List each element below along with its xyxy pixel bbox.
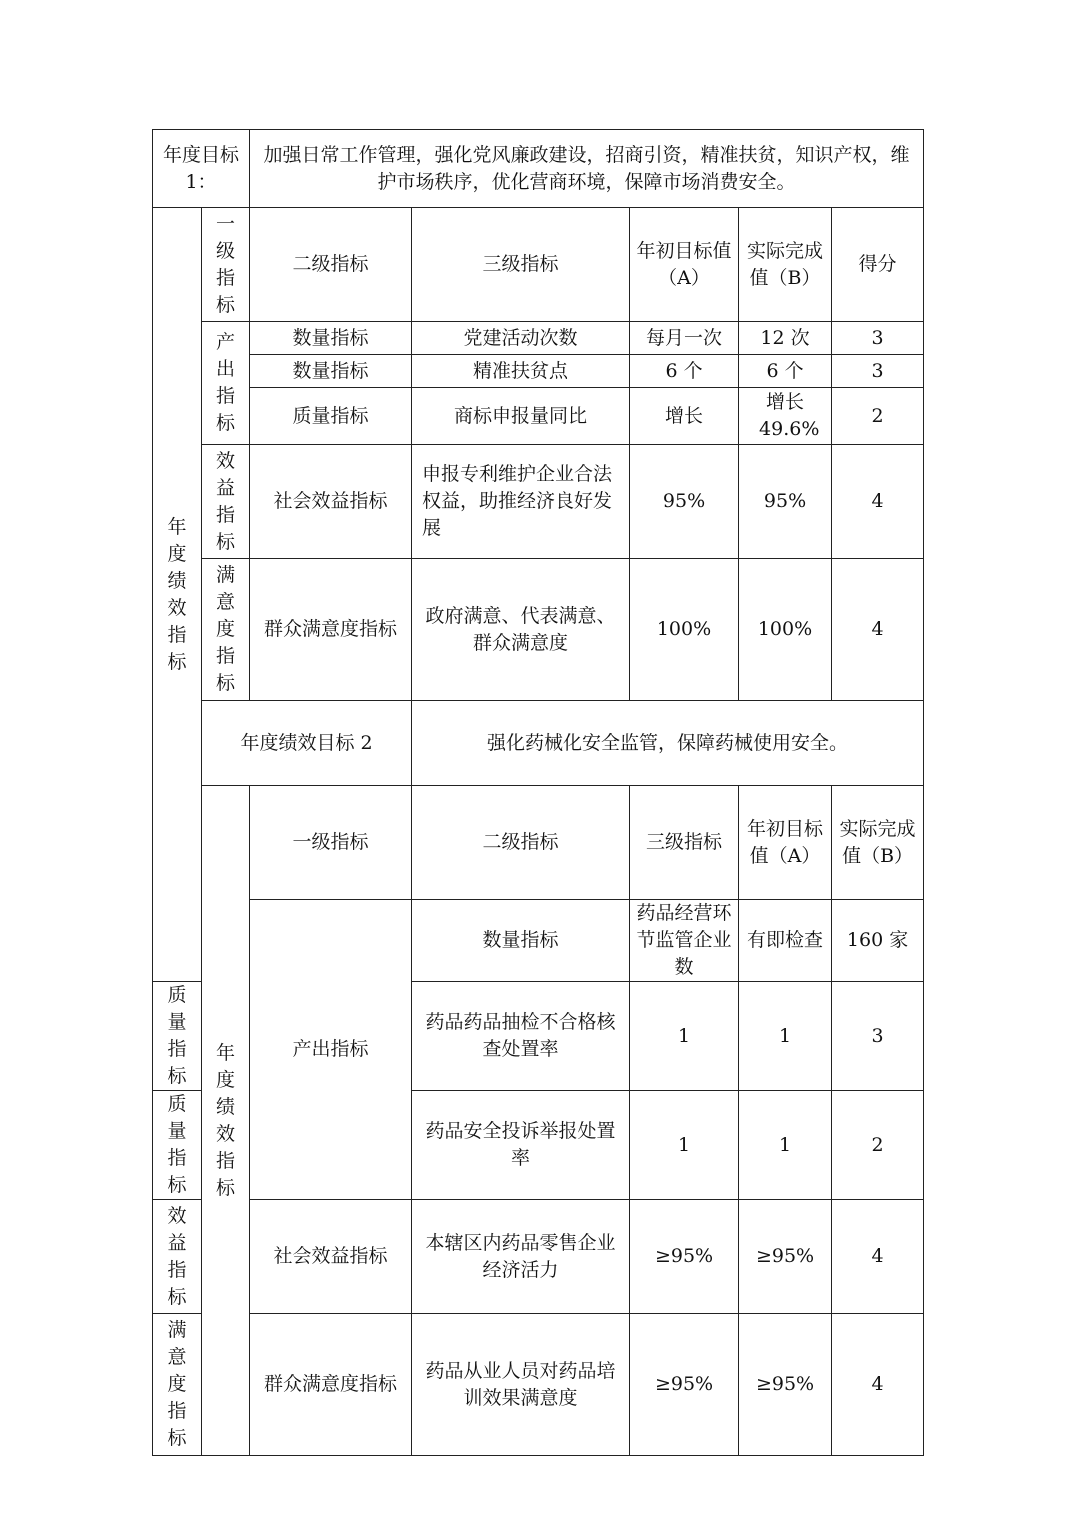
header-target: 年初目标值（A） (630, 208, 739, 322)
header-row-1 (153, 208, 924, 322)
level2-cell: 群众满意度指标 (250, 559, 412, 701)
table-row (153, 388, 924, 445)
table-row (153, 559, 924, 701)
category-benefit: 效益指标 (153, 1200, 202, 1314)
category-benefit: 效益指标 (202, 445, 250, 559)
header-score: 得分 (832, 208, 924, 322)
target-cell: 增长 (630, 388, 739, 445)
score-cell: 3 (832, 982, 924, 1091)
score-cell: 4 (832, 1200, 924, 1314)
level3-cell: 本辖区内药品零售企业经济活力 (412, 1200, 630, 1314)
header-level3: 三级指标 (412, 208, 630, 322)
score-cell: 4 (832, 445, 924, 559)
level2-cell: 数量指标 (250, 322, 412, 355)
target-cell: 100% (630, 559, 739, 701)
level2-cell: 质量指标 (153, 982, 202, 1091)
header-level2: 二级指标 (412, 786, 630, 900)
header-level3: 三级指标 (630, 786, 739, 900)
target-cell: 95% (630, 445, 739, 559)
level2-cell: 群众满意度指标 (250, 1314, 412, 1456)
category-satisfaction: 满意度指标 (153, 1314, 202, 1456)
level2-cell: 数量指标 (412, 900, 630, 982)
actual-cell: 1 (739, 1091, 832, 1200)
section-label-2: 年度绩效指标 (202, 786, 250, 1456)
level3-cell: 药品药品抽检不合格核查处置率 (412, 982, 630, 1091)
level2-cell: 社会效益指标 (250, 445, 412, 559)
table-row (153, 445, 924, 559)
table-row (153, 1314, 924, 1456)
actual-cell: 160 家 (832, 900, 924, 982)
level2-cell: 质量指标 (250, 388, 412, 445)
goal-2-row (153, 701, 924, 786)
level3-cell: 申报专利维护企业合法权益，助推经济良好发展 (412, 445, 630, 559)
category-output: 产出指标 (202, 322, 250, 445)
level2-cell: 社会效益指标 (250, 1200, 412, 1314)
actual-cell: 12 次 (739, 322, 832, 355)
level3-cell: 商标申报量同比 (412, 388, 630, 445)
header-level1: 一级指标 (202, 208, 250, 322)
actual-cell: ≥95% (739, 1200, 832, 1314)
table-row (153, 322, 924, 355)
level2-cell: 数量指标 (250, 355, 412, 388)
performance-table (152, 129, 924, 1456)
level3-cell: 药品经营环节监管企业数 (630, 900, 739, 982)
target-cell: ≥95% (630, 1200, 739, 1314)
target-cell: ≥95% (630, 1314, 739, 1456)
actual-cell: 6 个 (739, 355, 832, 388)
level3-cell: 精准扶贫点 (412, 355, 630, 388)
table-row (153, 900, 924, 982)
level3-cell: 药品安全投诉举报处置率 (412, 1091, 630, 1200)
category-satisfaction: 满意度指标 (202, 559, 250, 701)
category-output: 产出指标 (250, 900, 412, 1200)
target-cell: 1 (630, 1091, 739, 1200)
header-level1: 一级指标 (250, 786, 412, 900)
goal-2-label: 年度绩效目标 2 (202, 701, 412, 786)
score-cell: 4 (832, 559, 924, 701)
goal-1-label: 年度目标 1： (153, 130, 250, 208)
goal-1-row (153, 130, 924, 208)
actual-cell: 增长 49.6% (739, 388, 832, 445)
header-row-2 (153, 786, 924, 900)
actual-cell: 100% (739, 559, 832, 701)
target-cell: 6 个 (630, 355, 739, 388)
goal-2-text: 强化药械化安全监管，保障药械使用安全。 (412, 701, 924, 786)
goal-1-text: 加强日常工作管理，强化党风廉政建设，招商引资，精准扶贫，知识产权，维护市场秩序，优化营商环境，保障市场消费安全。 (250, 130, 924, 208)
score-cell: 2 (832, 1091, 924, 1200)
header-actual: 实际完成值（B） (832, 786, 924, 900)
table-row (153, 1200, 924, 1314)
score-cell: 3 (832, 322, 924, 355)
level3-cell: 政府满意、代表满意、群众满意度 (412, 559, 630, 701)
level3-cell: 药品从业人员对药品培训效果满意度 (412, 1314, 630, 1456)
header-actual: 实际完成值（B） (739, 208, 832, 322)
target-cell: 每月一次 (630, 322, 739, 355)
target-cell: 1 (630, 982, 739, 1091)
score-cell: 2 (832, 388, 924, 445)
score-cell: 4 (832, 1314, 924, 1456)
level2-cell: 质量指标 (153, 1091, 202, 1200)
table-row (153, 355, 924, 388)
actual-cell: ≥95% (739, 1314, 832, 1456)
actual-cell: 95% (739, 445, 832, 559)
level3-cell: 党建活动次数 (412, 322, 630, 355)
target-cell: 有即检查 (739, 900, 832, 982)
section-label-1: 年度绩效指标 (153, 208, 202, 982)
header-target: 年初目标值（A） (739, 786, 832, 900)
header-level2: 二级指标 (250, 208, 412, 322)
actual-cell: 1 (739, 982, 832, 1091)
score-cell: 3 (832, 355, 924, 388)
